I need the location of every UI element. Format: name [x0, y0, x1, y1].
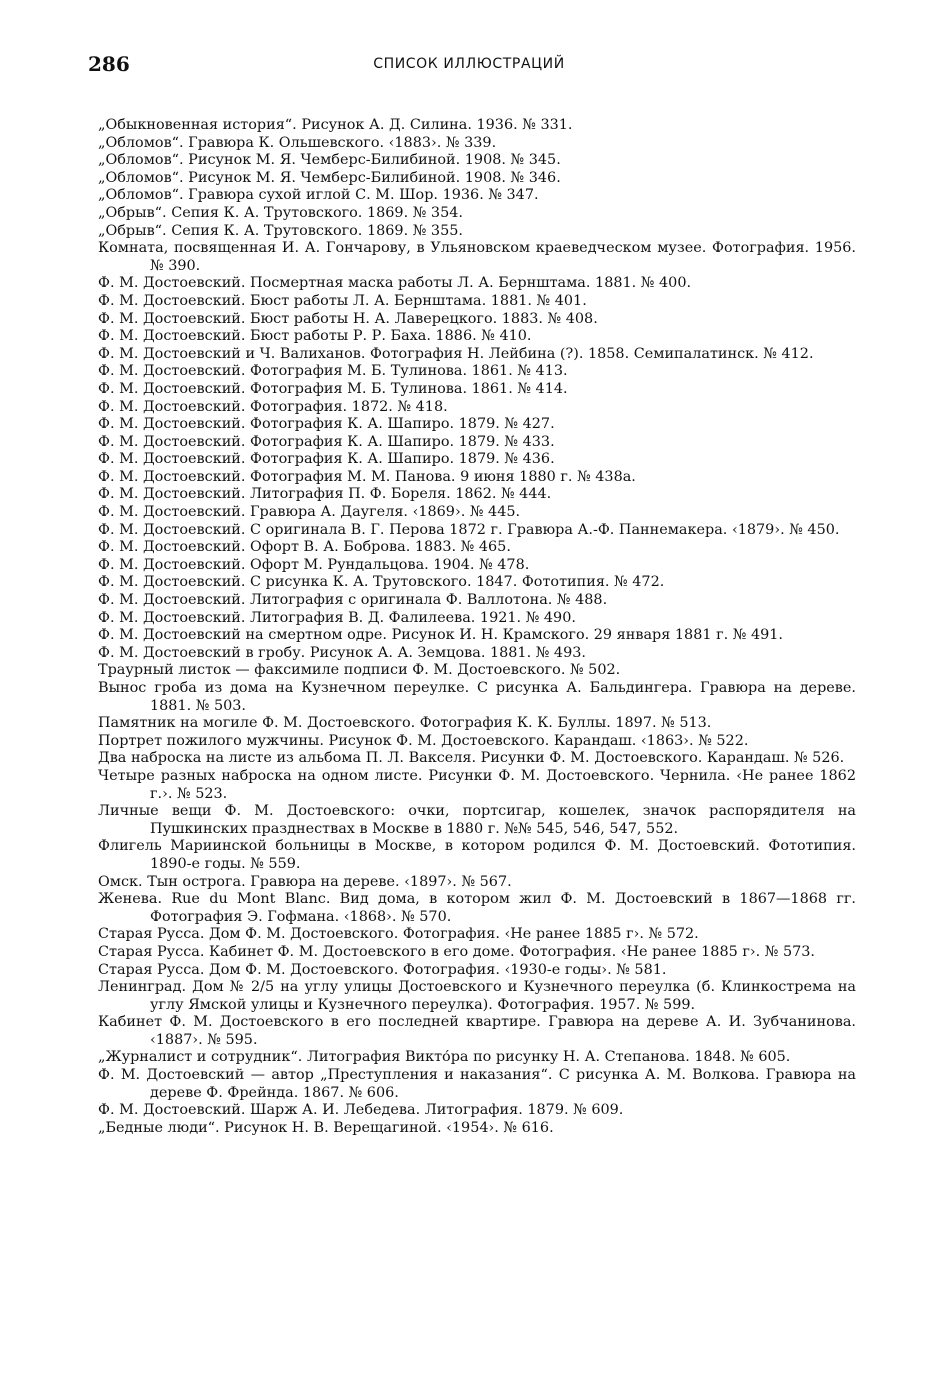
list-item: Ф. М. Достоевский. Фотография К. А. Шапиро. 1879. № 436.	[98, 451, 555, 468]
list-item: Ф. М. Достоевский. С оригинала В. Г. Перова 1872 г. Гравюра А.-Ф. Паннемакера. ‹1879›. № 450.	[98, 521, 840, 538]
list-item: Кабинет Ф. М. Достоевского в его последней квартире. Гравюра на дереве А. И. Зубчанинова. ‹1887›. № 595.	[98, 1014, 856, 1048]
list-item: „Журналист и сотрудник“. Литография Викто́ра по рисунку Н. А. Степанова. 1848. № 605.	[98, 1049, 791, 1066]
list-item: Ф. М. Достоевский. Бюст работы Н. А. Лаверецкого. 1883. № 408.	[98, 310, 598, 327]
list-item: Ф. М. Достоевский. Офорт М. Рундальцова. 1904. № 478.	[98, 556, 530, 573]
list-item: Ф. М. Достоевский. Бюст работы Л. А. Бернштама. 1881. № 401.	[98, 292, 587, 309]
list-item: Ф. М. Достоевский на смертном одре. Рисунок И. Н. Крамского. 29 января 1881 г. № 491.	[98, 627, 784, 644]
illustration-list	[98, 117, 856, 1137]
list-item: Вынос гроба из дома на Кузнечном переулке. С рисунка А. Бальдингера. Гравюра на дереве. 1881. № 503.	[98, 680, 856, 714]
list-item: Ф. М. Достоевский. Посмертная маска работы Л. А. Бернштама. 1881. № 400.	[98, 275, 692, 292]
list-item: Омск. Тын острога. Гравюра на дереве. ‹1897›. № 567.	[98, 873, 512, 890]
list-item: Ф. М. Достоевский. Фотография К. А. Шапиро. 1879. № 433.	[98, 433, 555, 450]
list-item: Старая Русса. Кабинет Ф. М. Достоевского в его доме. Фотография. ‹Не ранее 1885 г›. № 573.	[98, 943, 816, 960]
list-item: Ф. М. Достоевский и Ч. Валиханов. Фотография Н. Лейбина (?). 1858. Семипалатинск. № 412.	[98, 345, 814, 362]
list-item: „Обломов“. Рисунок М. Я. Чемберс-Билибиной. 1908. № 345.	[98, 152, 561, 169]
list-item: „Обломов“. Гравюра К. Ольшевского. ‹1883›. № 339.	[98, 134, 497, 151]
list-item: Портрет пожилого мужчины. Рисунок Ф. М. Достоевского. Карандаш. ‹1863›. № 522.	[98, 732, 749, 749]
list-item: Ф. М. Достоевский. Литография с оригинала Ф. Валлотона. № 488.	[98, 592, 608, 609]
list-item: Ф. М. Достоевский. Фотография. 1872. № 418.	[98, 398, 448, 415]
list-item: Ф. М. Достоевский. Фотография К. А. Шапиро. 1879. № 427.	[98, 416, 555, 433]
list-item: „Бедные люди“. Рисунок Н. В. Верещагиной. ‹1954›. № 616.	[98, 1119, 554, 1136]
list-item: Ленинград. Дом № 2/5 на углу улицы Достоевского и Кузнечного переулка (б. Клинкострема на углу Ямской улицы и Кузнечного переулка). Фотография. 1957. № 599.	[98, 979, 856, 1013]
list-item: Женева. Rue du Mont Blanc. Вид дома, в котором жил Ф. М. Достоевский в 1867—1868 гг. Фотография Э. Гофмана. ‹1868›. № 570.	[98, 891, 856, 925]
list-item: Ф. М. Достоевский в гробу. Рисунок А. А. Земцова. 1881. № 493.	[98, 644, 586, 661]
list-item: Ф. М. Достоевский — автор „Преступления и наказания“. С рисунка А. М. Волкова. Гравюра на дереве Ф. Фрейнда. 1867. № 606.	[98, 1067, 856, 1101]
list-item: „Обыкновенная история“. Рисунок А. Д. Силина. 1936. № 331.	[98, 117, 573, 133]
list-item: „Обрыв“. Сепия К. А. Трутовского. 1869. № 354.	[98, 204, 463, 221]
page-number: 286	[88, 52, 130, 76]
list-item: Ф. М. Достоевский. Бюст работы Р. Р. Баха. 1886. № 410.	[98, 328, 532, 345]
list-item: Флигель Мариинской больницы в Москве, в котором родился Ф. М. Достоевский. Фототипия. 1890-е годы. № 559.	[98, 838, 856, 872]
list-item: Памятник на могиле Ф. М. Достоевского. Фотография К. К. Буллы. 1897. № 513.	[98, 715, 712, 732]
list-item: Ф. М. Достоевский. Фотография М. Б. Тулинова. 1861. № 414.	[98, 380, 568, 397]
list-item: Ф. М. Достоевский. Шарж А. И. Лебедева. Литография. 1879. № 609.	[98, 1102, 624, 1119]
list-item: Четыре разных наброска на одном листе. Рисунки Ф. М. Достоевского. Чернила. ‹Не ранее 1862 г.›. № 523.	[98, 767, 856, 802]
page-title: СПИСОК ИЛЛЮСТРАЦИЙ	[373, 56, 565, 72]
list-item: Ф. М. Достоевский. Литография В. Д. Фалилеева. 1921. № 490.	[98, 609, 576, 626]
list-item: Старая Русса. Дом Ф. М. Достоевского. Фотография. ‹1930-е годы›. № 581.	[98, 961, 667, 978]
list-item: Ф. М. Достоевский. Фотография М. Б. Тулинова. 1861. № 413.	[98, 363, 568, 380]
list-item: „Обрыв“. Сепия К. А. Трутовского. 1869. № 355.	[98, 222, 463, 239]
list-item: Ф. М. Достоевский. Офорт В. А. Боброва. 1883. № 465.	[98, 539, 511, 556]
list-item: Ф. М. Достоевский. С рисунка К. А. Трутовского. 1847. Фототипия. № 472.	[98, 574, 665, 591]
list-item: „Обломов“. Рисунок М. Я. Чемберс-Билибиной. 1908. № 346.	[98, 169, 561, 186]
list-item: Старая Русса. Дом Ф. М. Достоевского. Фотография. ‹Не ранее 1885 г›. № 572.	[98, 926, 699, 943]
page-header	[88, 52, 850, 78]
list-item: Ф. М. Достоевский. Литография П. Ф. Бореля. 1862. № 444.	[98, 486, 552, 503]
list-item: Ф. М. Достоевский. Гравюра А. Даугеля. ‹1869›. № 445.	[98, 504, 521, 521]
list-item: „Обломов“. Гравюра сухой иглой С. М. Шор. 1936. № 347.	[98, 187, 539, 204]
list-item: Траурный листок — факсимиле подписи Ф. М. Достоевского. № 502.	[98, 662, 621, 679]
list-item: Ф. М. Достоевский. Фотография М. М. Панова. 9 июня 1880 г. № 438а.	[98, 468, 636, 485]
list-item: Комната, посвященная И. А. Гончарову, в Ульяновском краеведческом музее. Фотография. 1956. № 390.	[98, 240, 856, 274]
list-item: Два наброска на листе из альбома П. Л. Вакселя. Рисунки Ф. М. Достоевского. Карандаш. № 526.	[98, 750, 845, 767]
list-item: Личные вещи Ф. М. Достоевского: очки, портсигар, кошелек, значок распорядителя на Пушкинских празднествах в Москве в 1880 г. №№ 545, 546, 547, 552.	[98, 803, 856, 837]
